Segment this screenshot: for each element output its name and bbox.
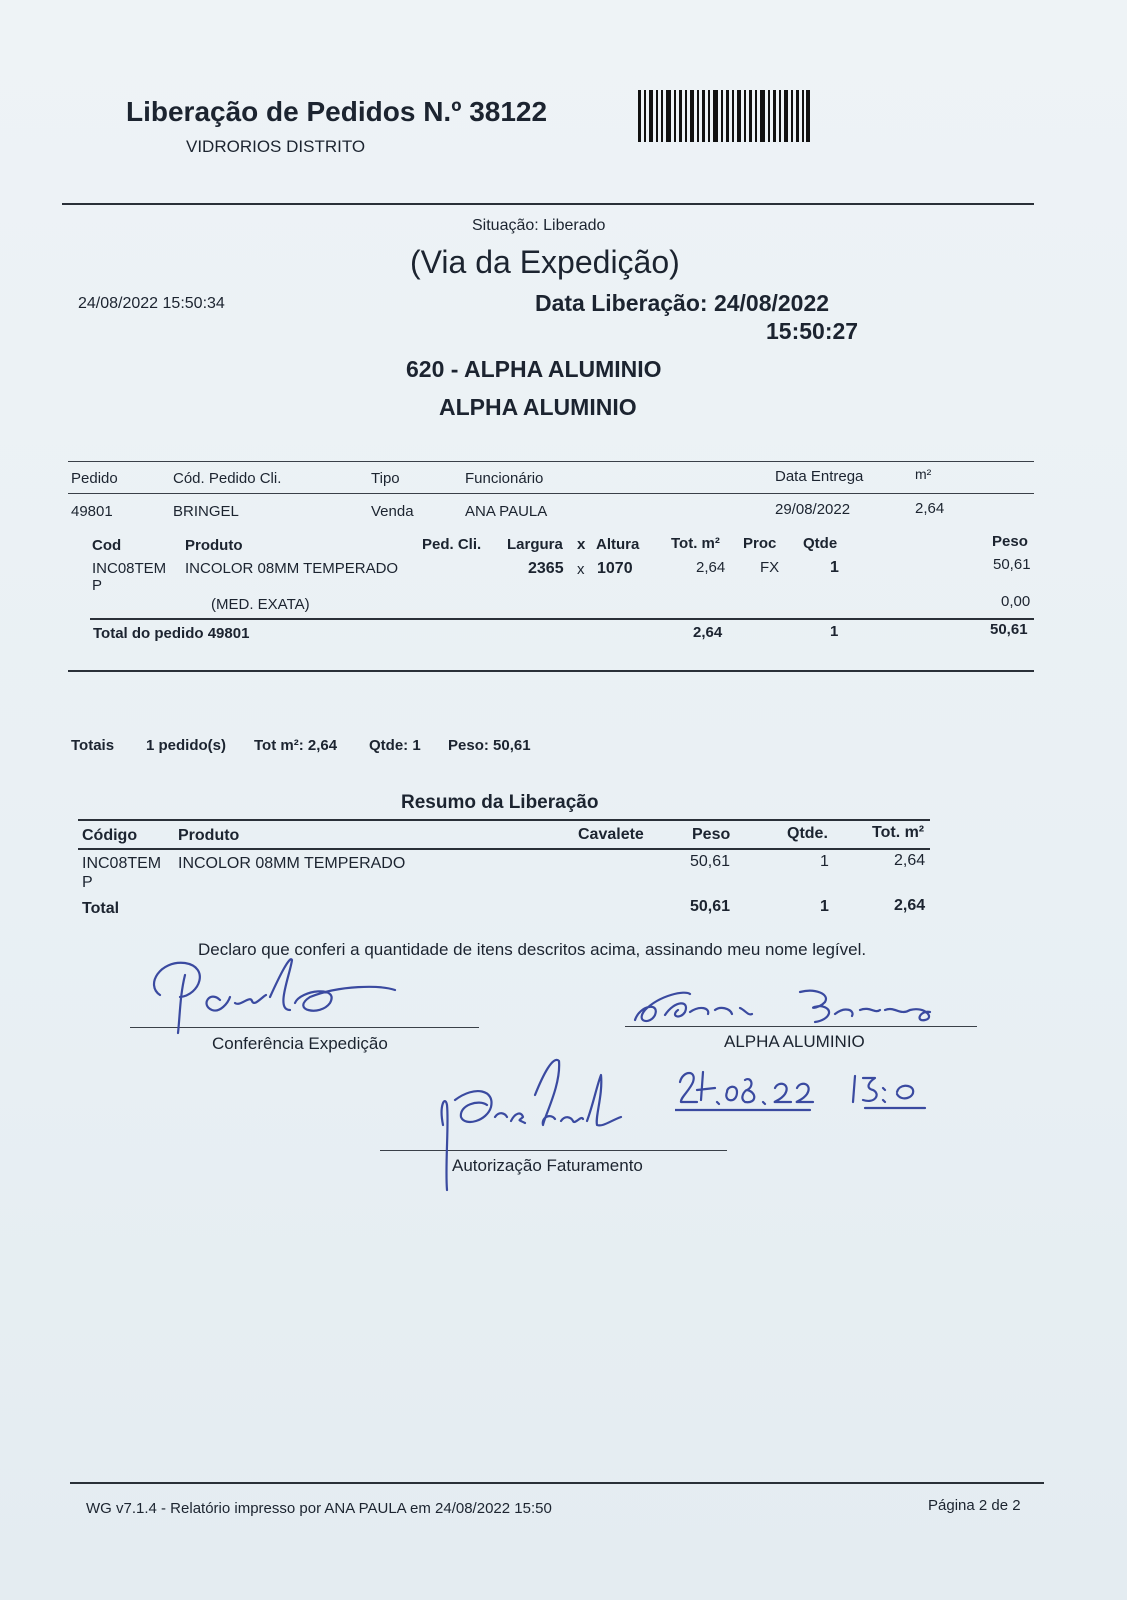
- footer-printed-by: WG v7.1.4 - Relatório impresso por ANA PAULA em 24/08/2022 15:50: [86, 1500, 552, 1517]
- item-peso: 50,61: [993, 556, 1031, 573]
- item-col-ped-cli: Ped. Cli.: [422, 536, 482, 553]
- divider: [68, 670, 1034, 672]
- signature-ana-paula: [425, 1055, 635, 1195]
- item-produto: INCOLOR 08MM TEMPERADO: [185, 560, 399, 577]
- item-proc: FX: [760, 559, 780, 576]
- summary-col-produto: Produto: [178, 827, 240, 844]
- divider: [70, 1482, 1044, 1484]
- item-col-qtde: Qtde: [803, 535, 838, 552]
- item-qtde: 1: [830, 559, 839, 576]
- delivery-date: 29/08/2022: [775, 501, 851, 518]
- signature-edson: [630, 980, 970, 1030]
- summary-qtde: 1: [820, 853, 829, 870]
- item-cod-cont: P: [92, 577, 103, 594]
- item-col-tot-m2: Tot. m²: [671, 535, 720, 552]
- summary-title: Resumo da Liberação: [401, 792, 599, 813]
- item-col-altura: Altura: [596, 536, 640, 553]
- col-header-pedido: Pedido: [71, 470, 118, 487]
- summary-produto: INCOLOR 08MM TEMPERADO: [178, 855, 406, 872]
- summary-codigo: INC08TEM: [82, 855, 162, 872]
- totals-m2: Tot m²: 2,64: [254, 737, 338, 754]
- company-name: VIDRORIOS DISTRITO: [186, 137, 366, 156]
- item-note: (MED. EXATA): [211, 596, 310, 613]
- status-label: Situação: Liberado: [472, 217, 606, 234]
- item-col-cod: Cod: [92, 537, 122, 554]
- summary-col-cavalete: Cavalete: [578, 826, 644, 843]
- summary-col-peso: Peso: [692, 826, 731, 843]
- totals-pedidos: 1 pedido(s): [146, 737, 227, 754]
- totals-peso: Peso: 50,61: [448, 737, 531, 754]
- item-col-largura: Largura: [507, 536, 563, 553]
- summary-total-peso: 50,61: [690, 898, 731, 915]
- summary-col-codigo: Código: [82, 827, 138, 844]
- autorizacao-label: Autorização Faturamento: [452, 1156, 643, 1175]
- item-col-peso: Peso: [992, 533, 1028, 550]
- col-header-tipo: Tipo: [371, 470, 400, 487]
- summary-peso: 50,61: [690, 853, 731, 870]
- signature-paula: [140, 955, 420, 1035]
- item-largura: 2365: [528, 560, 564, 577]
- document-title: Liberação de Pedidos N.º 38122: [126, 96, 548, 127]
- summary-col-tot-m2: Tot. m²: [872, 824, 925, 841]
- signature-date-time: [675, 1062, 965, 1118]
- item-col-proc: Proc: [743, 535, 777, 552]
- divider: [90, 618, 1034, 620]
- divider: [68, 493, 1034, 494]
- summary-total-qtde: 1: [820, 898, 829, 915]
- conferencia-label: Conferência Expedição: [212, 1034, 388, 1053]
- item-tot-m2: 2,64: [696, 559, 726, 576]
- order-total-qtde: 1: [830, 623, 839, 640]
- col-header-data-entrega: Data Entrega: [775, 468, 864, 485]
- order-total-m2: 2,64: [693, 624, 723, 641]
- col-header-m2: m²: [915, 466, 932, 482]
- employee-name: ANA PAULA: [465, 503, 548, 520]
- printed-timestamp: 24/08/2022 15:50:34: [78, 295, 225, 312]
- divider: [78, 819, 930, 821]
- item-note-peso: 0,00: [1001, 593, 1031, 610]
- item-altura: 1070: [597, 560, 633, 577]
- divider: [68, 461, 1034, 462]
- order-total-peso: 50,61: [990, 621, 1028, 638]
- footer-page-number: Página 2 de 2: [928, 1497, 1021, 1514]
- item-col-x: x: [577, 536, 586, 553]
- release-time: 15:50:27: [766, 318, 859, 344]
- divider: [62, 203, 1034, 205]
- summary-codigo-cont: P: [82, 874, 93, 891]
- release-date: Data Liberação: 24/08/2022: [535, 290, 830, 316]
- item-col-produto: Produto: [185, 537, 243, 554]
- divider: [78, 848, 930, 850]
- order-total-label: Total do pedido 49801: [93, 625, 250, 642]
- col-header-funcionario: Funcionário: [465, 470, 544, 487]
- item-x: x: [577, 561, 585, 578]
- declaration-text: Declaro que conferi a quantidade de itens descritos acima, assinando meu nome legível.: [198, 940, 867, 959]
- totals-label: Totais: [71, 737, 115, 754]
- customer-code-name: 620 - ALPHA ALUMINIO: [406, 356, 662, 382]
- copy-label: (Via da Expedição): [410, 244, 680, 280]
- customer-name: ALPHA ALUMINIO: [439, 394, 637, 420]
- order-m2: 2,64: [915, 500, 945, 517]
- client-order-code: BRINGEL: [173, 503, 239, 520]
- barcode-icon: [638, 90, 810, 142]
- summary-col-qtde: Qtde.: [787, 825, 828, 842]
- client-signature-label: ALPHA ALUMINIO: [724, 1032, 865, 1051]
- col-header-cod-pedido-cli: Cód. Pedido Cli.: [173, 470, 282, 487]
- summary-total-tot-m2: 2,64: [894, 897, 926, 914]
- order-number: 49801: [71, 503, 113, 520]
- summary-tot-m2: 2,64: [894, 852, 926, 869]
- order-type: Venda: [371, 503, 414, 520]
- item-cod: INC08TEM: [92, 560, 167, 577]
- summary-total-label: Total: [82, 900, 120, 917]
- totals-qtde: Qtde: 1: [369, 737, 421, 754]
